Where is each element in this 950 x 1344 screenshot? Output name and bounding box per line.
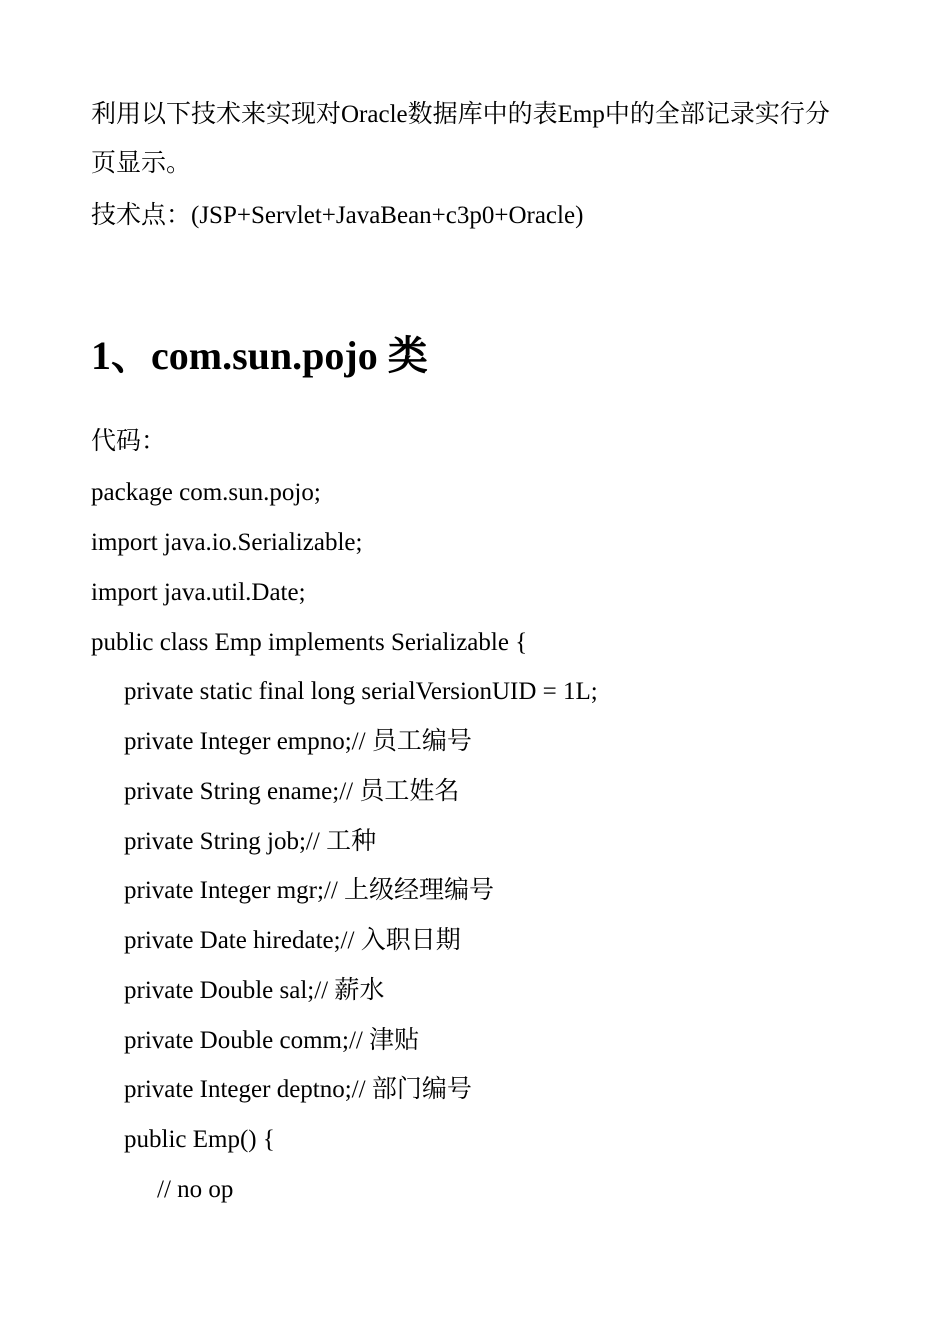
code-label: 代码： — [91, 428, 167, 455]
code-line: public Emp() { — [124, 1126, 275, 1153]
code-line: public class Emp implements Serializable { — [91, 629, 528, 656]
code-line: private Double sal;// 薪水 — [124, 977, 385, 1004]
code-line: private Double comm;// 津贴 — [124, 1027, 420, 1054]
code-line: import java.util.Date; — [91, 579, 306, 606]
code-line: private Integer deptno;// 部门编号 — [124, 1076, 472, 1103]
tech-points: 技术点：(JSP+Servlet+JavaBean+c3p0+Oracle) — [91, 202, 584, 229]
code-line: private Integer empno;// 员工编号 — [124, 728, 472, 755]
code-line: import java.io.Serializable; — [91, 529, 363, 556]
code-line: // no op — [157, 1176, 234, 1203]
code-line: private String job;// 工种 — [124, 828, 377, 855]
intro-line-2: 页显示。 — [91, 150, 192, 177]
code-line: private static final long serialVersionUID = 1L; — [124, 678, 598, 705]
code-line: package com.sun.pojo; — [91, 479, 321, 506]
section-heading: 1、com.sun.pojo 类 — [91, 333, 428, 378]
code-line: private Date hiredate;// 入职日期 — [124, 927, 461, 954]
code-line: private String ename;// 员工姓名 — [124, 778, 460, 805]
intro-line-1: 利用以下技术来实现对Oracle数据库中的表Emp中的全部记录实行分 — [91, 101, 830, 128]
code-line: private Integer mgr;// 上级经理编号 — [124, 877, 495, 904]
